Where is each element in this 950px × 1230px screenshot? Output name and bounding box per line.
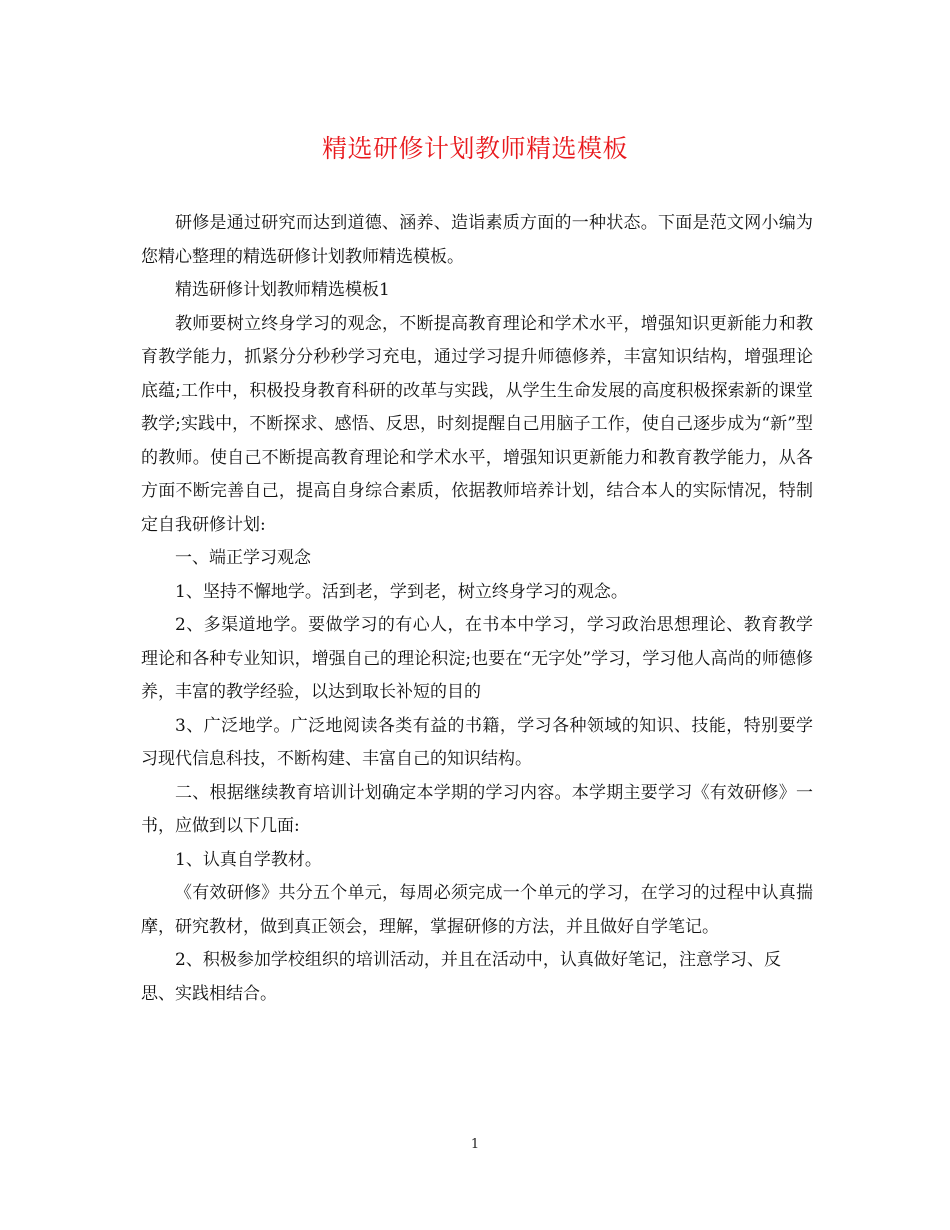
section-heading-1: 一、端正学习观念	[175, 548, 311, 568]
document-body	[141, 207, 813, 1011]
document-title: 精选研修计划教师精选模板	[321, 134, 628, 163]
body-paragraph: 教师要树立终身学习的观念，不断提高教育理论和学术水平，增强知识更新能力和教育教学能力，抓紧分分秒秒学习充电，通过学习提升师德修养，丰富知识结构，增强理论底蕴;工作中，积极投身教育科研的改革与实践，从学生生命发展的高度积极探索新的课堂教学;实践中，不断探求、感悟、反思，时刻提醒自己用脑子工作，使自己逐步成为“新”型的教师。使自己不断提高教育理论和学术水平，增强知识更新能力和教育教学能力，从各方面不断完善自己，提高自身综合素质，依据教师培养计划，结合本人的实际情况，特制定自我研修计划:	[141, 313, 813, 535]
list-item-3: 3、广泛地学。广泛地阅读各类有益的书籍，学习各种领域的知识、技能，特别要学习现代信息科技，不断构建、丰富自己的知识结构。	[141, 715, 813, 769]
list-item-1: 1、坚持不懈地学。活到老，学到老，树立终身学习的观念。	[175, 581, 628, 602]
body-paragraph: 《有效研修》共分五个单元，每周必须完成一个单元的学习，在学习的过程中认真揣摩，研究教材，做到真正领会，理解，掌握研修的方法，并且做好自学笔记。	[141, 883, 813, 937]
section-heading-2: 二、根据继续教育培训计划确定本学期的学习内容。本学期主要学习《有效研修》一书，应做到以下几面:	[141, 782, 813, 836]
subsection-item-1: 1、认真自学教材。	[175, 849, 322, 870]
list-item-2: 2、多渠道地学。要做学习的有心人，在书本中学习，学习政治思想理论、教育教学理论和各种专业知识，增强自己的理论积淀;也要在“无字处”学习，学习他人高尚的师德修养，丰富的教学经验，以达到取长补短的目的	[141, 615, 813, 702]
page-number: 1	[470, 1137, 480, 1152]
intro-paragraph: 研修是通过研究而达到道德、涵养、造诣素质方面的一种状态。下面是范文网小编为您精心整理的精选研修计划教师精选模板。	[141, 213, 813, 267]
template-heading: 精选研修计划教师精选模板1	[175, 280, 390, 300]
subsection-item-2: 2、积极参加学校组织的培训活动，并且在活动中，认真做好笔记，注意学习、反思、实践相结合。	[141, 950, 781, 1004]
